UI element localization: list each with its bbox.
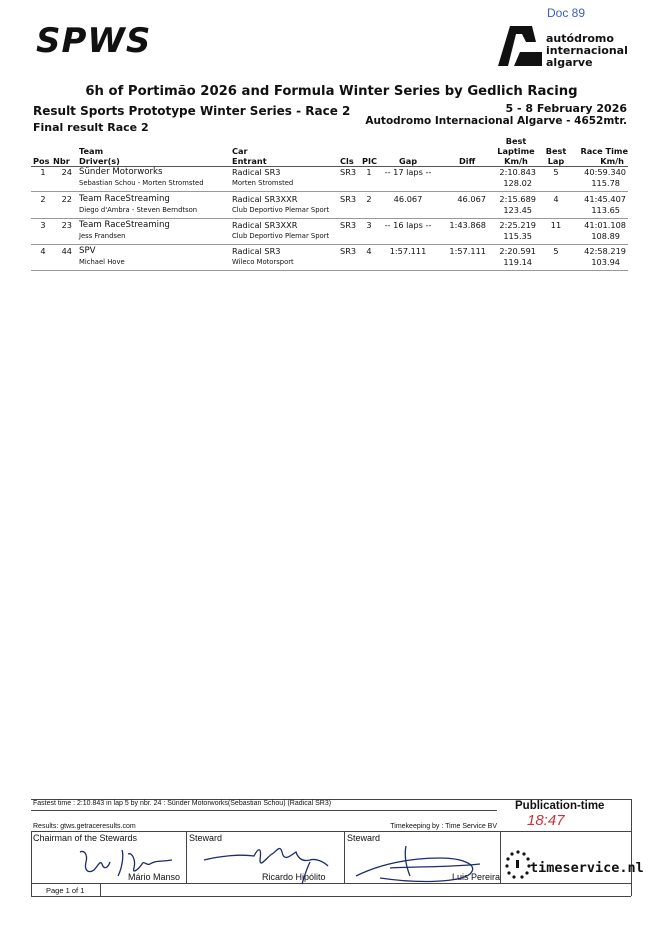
cell-cls: SR3 (340, 220, 357, 230)
cell-cls: SR3 (340, 167, 357, 177)
col-pos: Pos (33, 156, 50, 166)
col-drivers: Driver(s) (79, 156, 120, 166)
cell-nbr: 23 (61, 220, 72, 230)
cell-best-laptime: 2:15.689 (499, 194, 536, 204)
cell-pic: 4 (366, 246, 372, 256)
cell-pos: 1 (40, 167, 46, 177)
col-best-laptime-2: Laptime (497, 146, 535, 156)
cell-best-lap: 5 (553, 167, 559, 177)
cell-race-time: 41:01.108 (584, 220, 626, 230)
document-number: Doc 89 (547, 6, 586, 20)
col-best-lap-1: Best (545, 146, 567, 156)
cell-entrant: Morten Stromsted (232, 179, 294, 187)
event-title: 6h of Portimão 2026 and Formula Winter Series by Gedlich Racing (85, 84, 578, 99)
cell-car: Radical SR3 (232, 246, 281, 256)
logo-line-2: internacional (546, 44, 628, 57)
cell-team: Team RaceStreaming (79, 194, 170, 204)
col-entrant: Entrant (232, 156, 267, 166)
steward1-label: Steward (189, 833, 223, 843)
steward2-label: Steward (347, 833, 381, 843)
cell-diff: 1:57.111 (449, 246, 486, 256)
page-number: Page 1 of 1 (46, 886, 85, 895)
cell-best-kmh: 123.45 (503, 205, 532, 215)
fastest-time: Fastest time : 2:10.843 in lap 5 by nbr. 24 : Sünder Motorworks(Sebastian Schou) (Radical SR3) (33, 800, 332, 807)
cell-race-kmh: 108.89 (591, 231, 620, 241)
col-diff: Diff (459, 156, 476, 166)
cell-best-kmh: 119.14 (503, 257, 532, 267)
chairman-name: Mário Manso (128, 872, 181, 882)
cell-best-laptime: 2:10.843 (499, 167, 536, 177)
clock-icon (505, 850, 530, 878)
cell-gap: 46.067 (393, 194, 423, 204)
track-logo-shape (514, 52, 542, 66)
cell-pic: 2 (366, 194, 372, 204)
cell-drivers: Sebastian Schou - Morten Stromsted (79, 179, 204, 187)
cell-team: Team RaceStreaming (79, 220, 170, 230)
steward2-name: Luis Pereira (452, 872, 501, 882)
logo-line-3: algarve (546, 56, 593, 69)
cell-best-laptime: 2:25.219 (499, 220, 536, 230)
col-team: Team (79, 146, 104, 156)
cell-entrant: Club Deportivo Plemar Sport (232, 206, 330, 214)
page-line (31, 896, 631, 897)
cell-nbr: 24 (61, 167, 72, 177)
cell-best-kmh: 128.02 (503, 178, 532, 188)
cell-car: Radical SR3XXR (232, 220, 298, 230)
cell-race-time: 42:58.219 (584, 246, 626, 256)
cell-gap: 1:57.111 (389, 246, 427, 256)
grid-divider (344, 831, 345, 883)
cell-pic: 1 (366, 167, 372, 177)
col-race-time-2: Km/h (600, 156, 624, 166)
cell-race-kmh: 115.78 (591, 178, 620, 188)
col-nbr: Nbr (53, 156, 70, 166)
cell-car: Radical SR3 (232, 167, 281, 177)
cell-race-time: 40:59.340 (584, 167, 626, 177)
cell-drivers: Michael Hove (79, 258, 125, 266)
cell-team: Sünder Motorworks (79, 167, 163, 177)
spws-logo (34, 20, 174, 61)
cell-entrant: Wileco Motorsport (232, 258, 294, 266)
row-divider (31, 270, 628, 271)
row-divider (31, 244, 628, 245)
cell-best-lap: 11 (550, 220, 562, 230)
col-best-laptime-1: Best (505, 136, 527, 146)
steward2-signature (350, 842, 500, 884)
publication-time: 18:47 (527, 812, 565, 829)
result-title: Result Sports Prototype Winter Series - Race 2 (33, 104, 351, 118)
col-race-time-1: Race Time (580, 146, 628, 156)
cell-race-kmh: 103.94 (591, 257, 620, 267)
grid-border (31, 831, 32, 896)
cell-gap: -- 17 laps -- (384, 167, 432, 177)
cell-drivers: Diego d'Ambra - Steven Berndtson (79, 206, 198, 214)
cell-car: Radical SR3XXR (232, 194, 298, 204)
cell-gap: -- 16 laps -- (384, 220, 432, 230)
venue-info: Autodromo Internacional Algarve - 4652mtr. (365, 115, 627, 127)
col-gap: Gap (399, 156, 418, 166)
cell-pos: 2 (40, 194, 46, 204)
timeservice-logo (504, 846, 644, 886)
autodromo-logo (486, 22, 636, 68)
cell-drivers: Jess Frandsen (79, 232, 126, 240)
logo-line-1: autódromo (546, 32, 614, 45)
cell-nbr: 44 (61, 246, 72, 256)
final-result-title: Final result Race 2 (33, 121, 149, 134)
cell-cls: SR3 (340, 246, 357, 256)
footer-line (31, 810, 497, 811)
grid-border (631, 799, 632, 896)
grid-divider (500, 831, 501, 883)
timekeeping: Timekeeping by : Time Service BV (390, 823, 497, 830)
signature-grid-top (31, 831, 631, 832)
steward1-signature (200, 838, 340, 884)
col-cls: Cls (340, 156, 354, 166)
cell-best-laptime: 2:20.591 (499, 246, 536, 256)
chairman-signature (72, 840, 182, 882)
event-dates: 5 - 8 February 2026 (505, 102, 627, 115)
row-divider (31, 218, 628, 219)
cell-race-kmh: 113.65 (591, 205, 620, 215)
col-best-lap-2: Lap (547, 156, 565, 166)
cell-pic: 3 (366, 220, 372, 230)
cell-best-lap: 5 (553, 246, 559, 256)
cell-diff: 46.067 (457, 194, 486, 204)
cell-cls: SR3 (340, 194, 357, 204)
row-divider (31, 191, 628, 192)
grid-divider (186, 831, 187, 883)
cell-race-time: 41:45.407 (584, 194, 626, 204)
publication-label: Publication-time (515, 800, 605, 812)
chairman-label: Chairman of the Stewards (33, 833, 138, 843)
col-best-laptime-3: Km/h (504, 156, 528, 166)
cell-pos: 3 (40, 220, 46, 230)
steward1-name: Ricardo Hipólito (262, 872, 326, 882)
grid-divider (100, 883, 101, 896)
col-pic: PIC (362, 156, 378, 166)
cell-diff: 1:43.868 (449, 220, 486, 230)
col-car: Car (232, 146, 248, 156)
cell-team: SPV (79, 246, 96, 256)
cell-pos: 4 (40, 246, 46, 256)
cell-best-kmh: 115.35 (503, 231, 532, 241)
results-url: Results: gtws.getraceresults.com (33, 823, 136, 830)
cell-nbr: 22 (61, 194, 72, 204)
spws-logo-text: SPWS (36, 21, 152, 61)
cell-entrant: Club Deportivo Plemar Sport (232, 232, 330, 240)
timeservice-logo-text: timeservice.nl (530, 860, 644, 876)
cell-best-lap: 4 (553, 194, 559, 204)
